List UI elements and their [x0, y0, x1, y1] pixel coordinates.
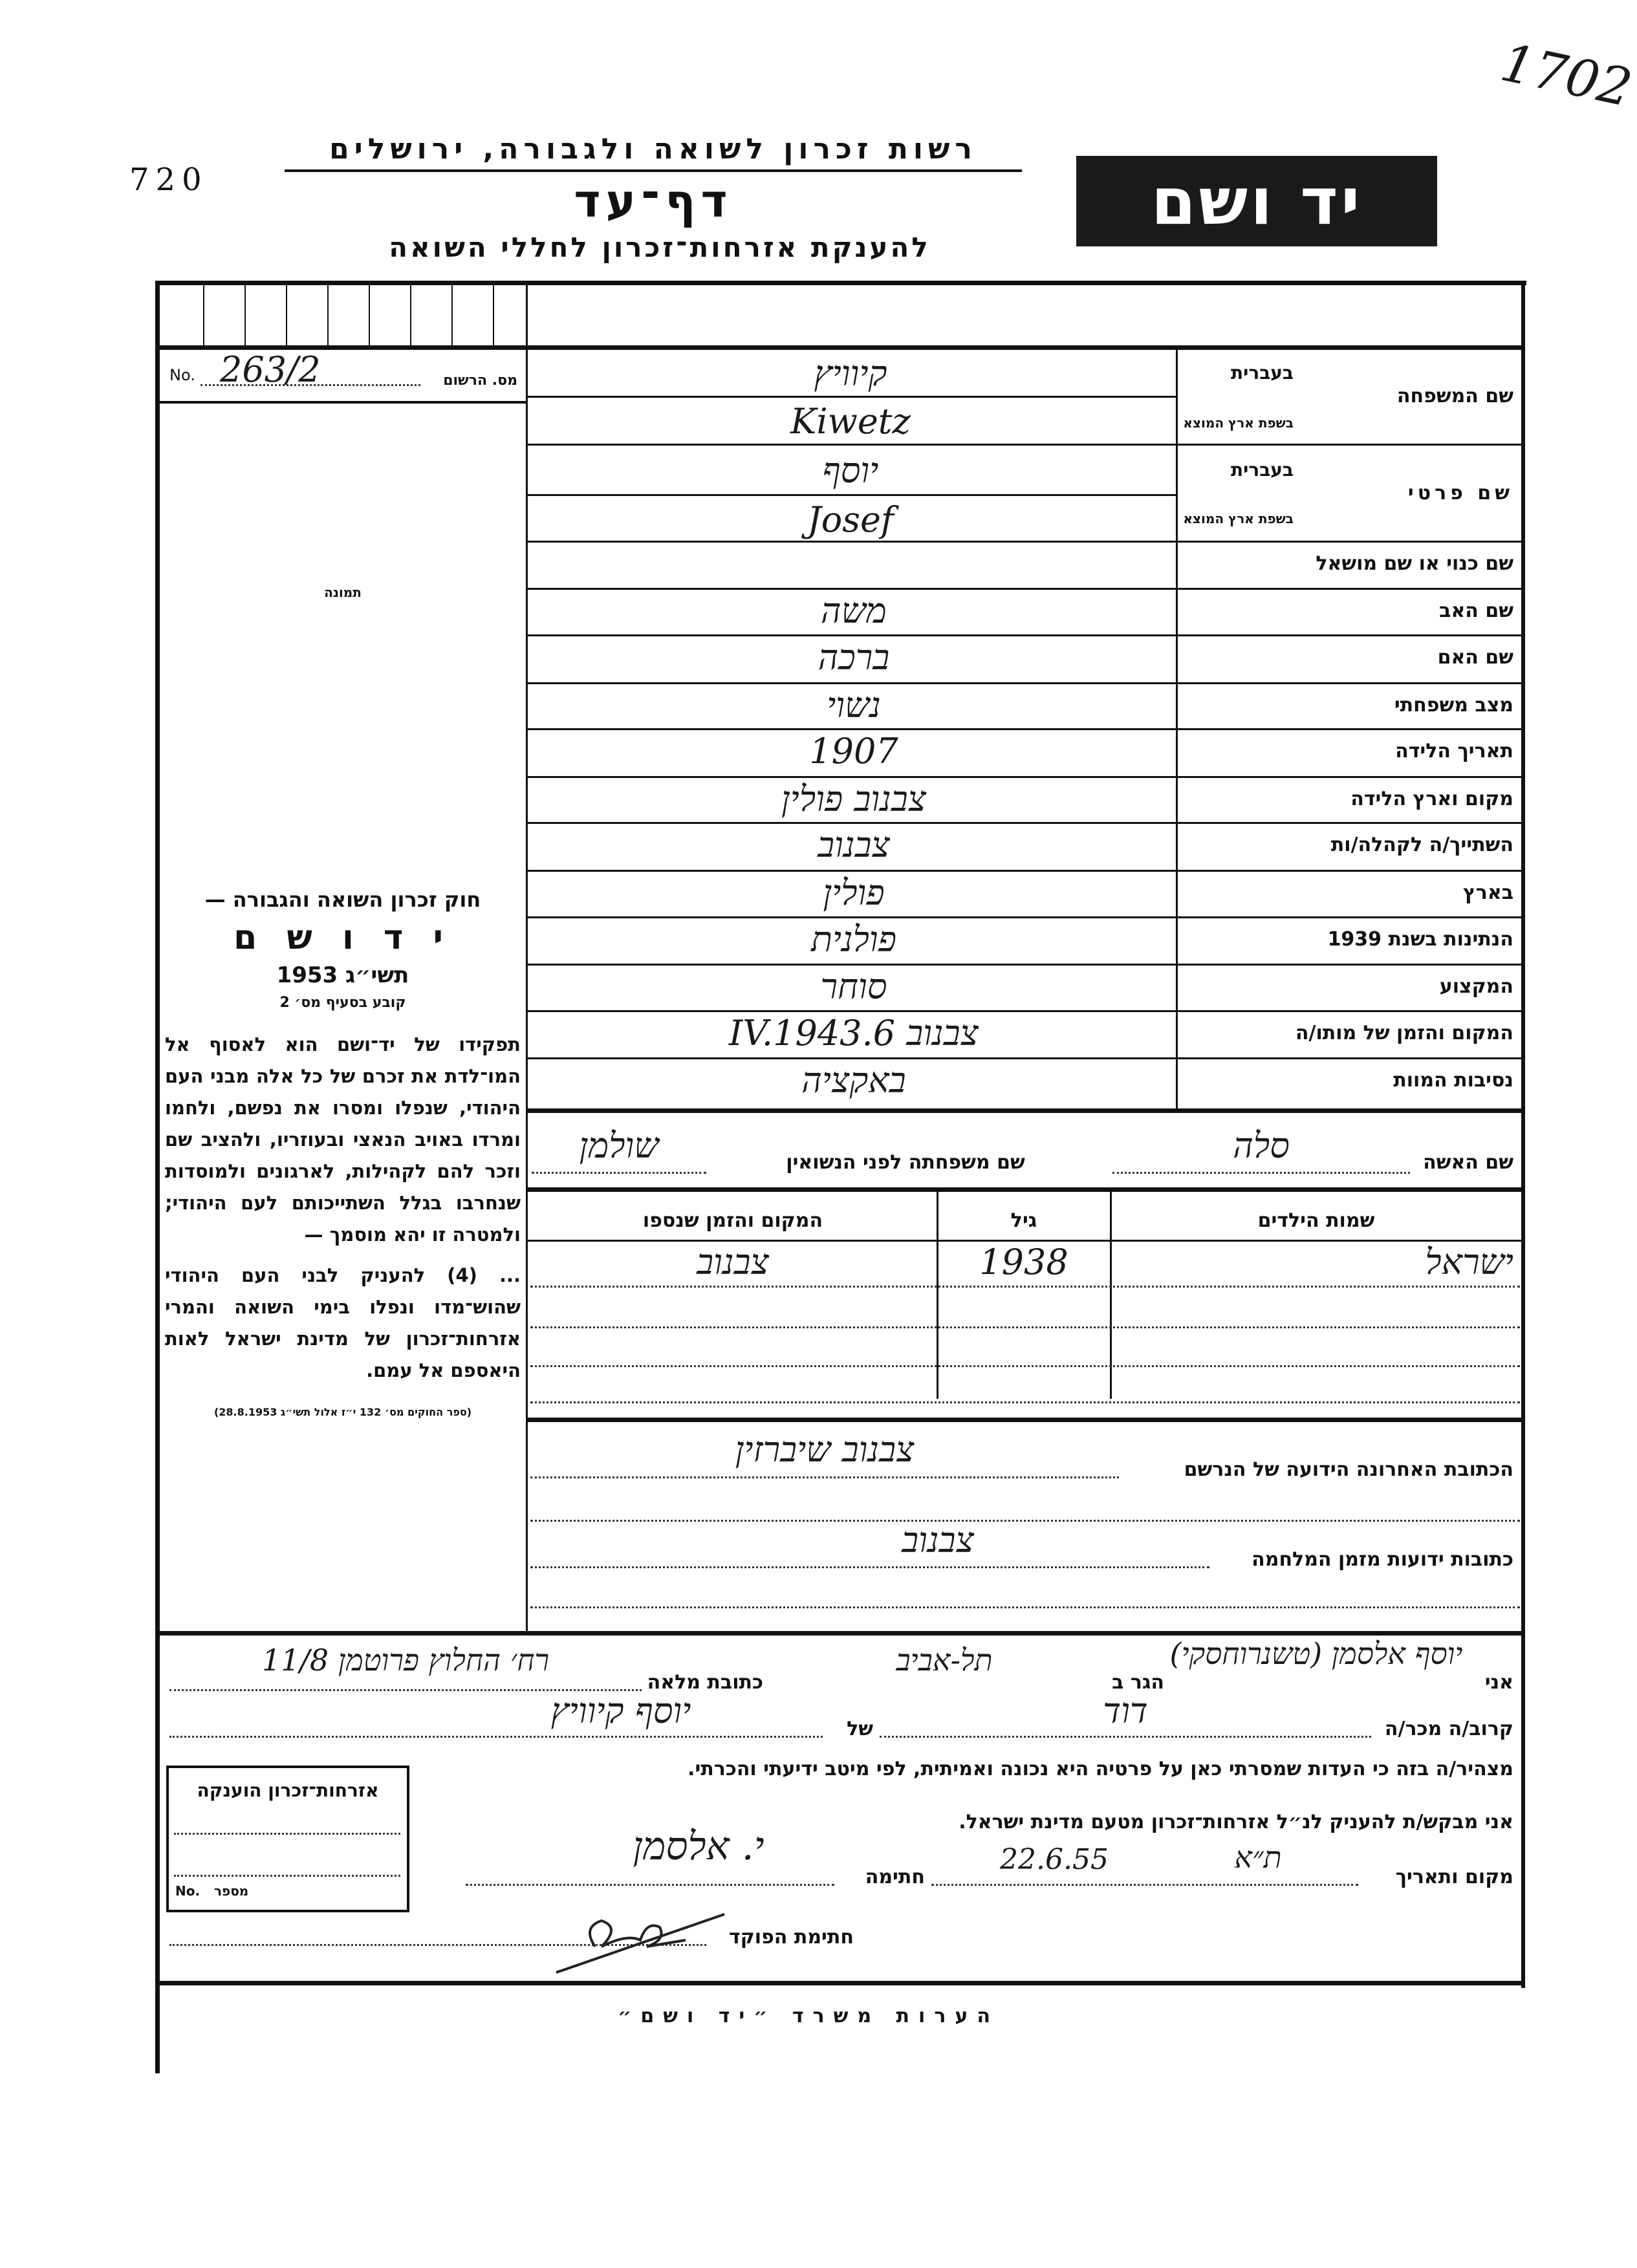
frame-right	[1521, 281, 1525, 1988]
law-clause: קובע בסעיף מס׳ 2	[279, 995, 406, 1011]
granted-title: אזרחות־זכרון הוענקה	[197, 1780, 379, 1801]
row-line	[527, 916, 1523, 918]
address-line	[530, 1606, 1520, 1608]
full-address-value: רח׳ החלוץ פרוטמן 11/8	[261, 1643, 550, 1678]
box-line	[203, 282, 204, 347]
place-date-line	[931, 1884, 1358, 1886]
field-value: 1907	[809, 731, 898, 772]
row-line	[527, 682, 1523, 684]
registry-label: מס. הרשום	[443, 373, 517, 389]
child-age: 1938	[979, 1242, 1068, 1282]
family-name-hebrew: קיוויץ	[814, 353, 887, 394]
field-label: נסיבות המוות	[1393, 1069, 1513, 1092]
granted-number-label: מספר	[214, 1883, 249, 1899]
divider	[159, 1631, 1524, 1636]
row-line	[530, 1401, 1520, 1403]
row-line	[527, 776, 1523, 778]
file-number-note: 1702	[1495, 32, 1637, 119]
address-line	[530, 1566, 1209, 1568]
signature-line	[466, 1884, 834, 1886]
first-origin-label: בשפת ארץ המוצא	[1183, 511, 1294, 526]
field-label: שם כנוי או שם מושאל	[1316, 552, 1513, 575]
box-line	[327, 282, 329, 347]
field-value: סוחר	[820, 966, 887, 1007]
wife-name: סלה	[1233, 1125, 1290, 1166]
box-line	[369, 282, 370, 347]
of-line	[169, 1736, 823, 1738]
relation-label: קרוב/ה מכר/ה	[1384, 1718, 1513, 1740]
field-label: המקצוע	[1439, 975, 1513, 998]
row-line	[530, 1365, 1520, 1367]
row-line	[527, 1057, 1523, 1059]
row-line	[530, 1286, 1520, 1288]
family-origin-label: בשפת ארץ המוצא	[1183, 415, 1294, 431]
relation-value: דוד	[1103, 1690, 1148, 1731]
field-value: צבנוב 6.IV.1943	[729, 1013, 979, 1053]
row-line	[527, 964, 1523, 966]
relation-line	[880, 1736, 1371, 1738]
law-excerpt	[165, 887, 521, 1418]
field-value: פולין	[823, 872, 885, 913]
row-line	[527, 822, 1523, 824]
field-label: השתייך/ה לקהלה/ות	[1330, 834, 1513, 856]
children-header-age: גיל	[1010, 1209, 1037, 1232]
resides-label: הגר ב	[1112, 1671, 1164, 1694]
col-line	[526, 1419, 528, 1632]
last-address-label: הכתובת האחרונה הידועה של הנרשם	[1184, 1458, 1513, 1481]
place-date-label: מקום ותאריך	[1395, 1866, 1513, 1888]
field-value: ברכה	[818, 637, 890, 678]
war-address-label: כתובות ידועות מזמן המלחמה	[1252, 1548, 1513, 1571]
field-label: בארץ	[1462, 881, 1513, 904]
field-value: פולנית	[810, 919, 897, 960]
row-line	[527, 541, 1523, 543]
box-line	[410, 282, 411, 347]
field-label: המקום והזמן של מותו/ה	[1295, 1022, 1513, 1044]
children-header-names: שמות הילדים	[1257, 1209, 1375, 1232]
field-label: מקום וארץ הלידה	[1350, 788, 1513, 810]
box-line	[244, 282, 246, 347]
divider	[159, 345, 1524, 350]
signature-label: חתימה	[865, 1866, 925, 1888]
box-line	[286, 282, 287, 347]
declarant-label: אני	[1484, 1671, 1513, 1694]
law-name: י ד ו ש ם	[233, 918, 452, 957]
row-line	[527, 444, 1523, 446]
row-line	[527, 728, 1523, 730]
field-label: תאריך הלידה	[1395, 740, 1513, 762]
granted-line	[174, 1833, 400, 1835]
law-title: חוק זכרון השואה והגבורה —	[204, 887, 481, 912]
war-address-value: צבנוב	[902, 1520, 974, 1561]
row-line	[530, 1326, 1520, 1328]
photo-label: תמונה	[324, 585, 362, 600]
divider	[527, 1418, 1524, 1422]
field-value: צבנוב פולין	[781, 779, 927, 819]
child-place: צבנוב	[697, 1242, 769, 1282]
field-value: משה	[821, 590, 887, 631]
law-source: (ספר החוקים מס׳ 132 י״ז אלול תשי״ג 28.8.1953)	[213, 1406, 472, 1418]
field-label: מצב משפחתי	[1394, 694, 1513, 717]
children-header-place: המקום והזמן שנספו	[642, 1209, 823, 1232]
family-name-origin: Kiwetz	[790, 401, 911, 442]
address-line	[530, 1476, 1119, 1478]
page-number-note: 720	[129, 162, 208, 198]
last-address-value: צבנוב שיברזין	[735, 1429, 915, 1470]
divider	[527, 1187, 1524, 1192]
law-paragraph-1: תפקידו של יד־ושם הוא לאסוף אל המו־לדת את זכרם של כל אלה מבני העם היהודי, שנפלו ומסרו את נפשם, ולחמו ומרדו באויב הנאצי ובעוזריו, ולהציב שם וזכר להם לקהילות, לארגונים ולמוסדות שנחרבו בגלל השתייכותם לעם היהודי; ולמטרה זו יהא מוסמך —	[165, 1033, 521, 1246]
of-label: של	[847, 1718, 873, 1740]
field-label: שם האב	[1439, 599, 1513, 622]
authority-name: רשות זכרון לשואה ולגבורה, ירושלים	[285, 133, 1022, 172]
box-line	[493, 282, 494, 347]
row-line	[527, 396, 1176, 398]
first-hebrew-label: בעברית	[1230, 459, 1294, 481]
declaration-request: אני מבקש/ת להעניק לנ״ל אזרחות־זכרון מטעם מדינת ישראל.	[959, 1811, 1513, 1833]
yad-vashem-logo	[1076, 156, 1437, 246]
divider	[527, 1108, 1524, 1113]
date-value: 22.6.55	[1000, 1843, 1109, 1876]
field-label: הנתינות בשנת 1939	[1327, 928, 1513, 951]
first-name-label: שם פרטי	[1407, 482, 1513, 504]
registry-no-label: No.	[169, 366, 195, 384]
office-notes-label: הערות משרד ״יד ושם״	[618, 2005, 999, 2027]
field-value: צבנוב	[818, 825, 890, 865]
full-address-label: כתובת מלאה	[647, 1671, 763, 1694]
first-name-origin: Josef	[807, 499, 894, 540]
divider	[159, 401, 526, 404]
family-hebrew-label: בעברית	[1230, 362, 1294, 383]
row-line	[527, 634, 1523, 636]
field-label: שם האם	[1437, 646, 1513, 669]
field-value: נשוי	[827, 685, 881, 726]
child-name: ישראל	[1425, 1242, 1513, 1282]
frame-left	[155, 281, 160, 2073]
maiden-name: שולמן	[579, 1125, 659, 1166]
declarant-name: יוסף אלסמן (טשנרוחסקי)	[1169, 1636, 1463, 1671]
granted-no-label: No.	[175, 1883, 201, 1899]
maiden-line	[532, 1172, 706, 1174]
row-line	[527, 588, 1523, 590]
wife-label: שם האשה	[1423, 1151, 1513, 1174]
officer-signature-label: חתימת הפוקד	[729, 1926, 854, 1949]
box-line	[451, 282, 453, 347]
field-value: באקציה	[801, 1060, 906, 1101]
family-name-label: שם המשפחה	[1396, 385, 1513, 407]
form-title: דף־עד	[574, 175, 733, 228]
declarant-signature: י. אלסמן	[633, 1824, 764, 1869]
registry-value: 263/2	[220, 349, 321, 390]
wife-line	[1112, 1172, 1410, 1174]
row-line	[527, 494, 1176, 496]
officer-signature	[543, 1888, 737, 1979]
row-line	[527, 1010, 1523, 1012]
law-paragraph-2: ... (4) להעניק לבני העם היהודי שהוש־מדו ונפלו בימי השואה והמרי אזרחות־זכרון של מדינת ישראל לאות היאספם אל עמם.	[165, 1264, 521, 1381]
logo-text: יד ושם	[1151, 163, 1363, 239]
citizenship-granted-box	[166, 1766, 409, 1912]
col-line	[1110, 1192, 1112, 1399]
frame-top	[159, 281, 1526, 285]
row-line	[527, 870, 1523, 872]
form-subtitle: להענקת אזרחות־זכרון לחללי השואה	[389, 232, 931, 263]
first-name-hebrew: יוסף	[822, 450, 879, 491]
granted-line	[174, 1875, 400, 1877]
resides-value: תל-אביב	[896, 1643, 993, 1678]
divider	[159, 1981, 1524, 1985]
place-value: ת״א	[1234, 1840, 1282, 1875]
declaration-statement: מצהיר/ה בזה כי העדות שמסרתי כאן על פרטיה היא נכונה ואמיתית, לפי מיטב ידיעתי והכרתי.	[688, 1758, 1513, 1780]
of-value: יוסף קיוויץ	[550, 1690, 691, 1731]
maiden-name-label: שם משפחתה לפני הנשואין	[786, 1151, 1025, 1174]
law-year: תשי״ג 1953	[276, 962, 409, 988]
